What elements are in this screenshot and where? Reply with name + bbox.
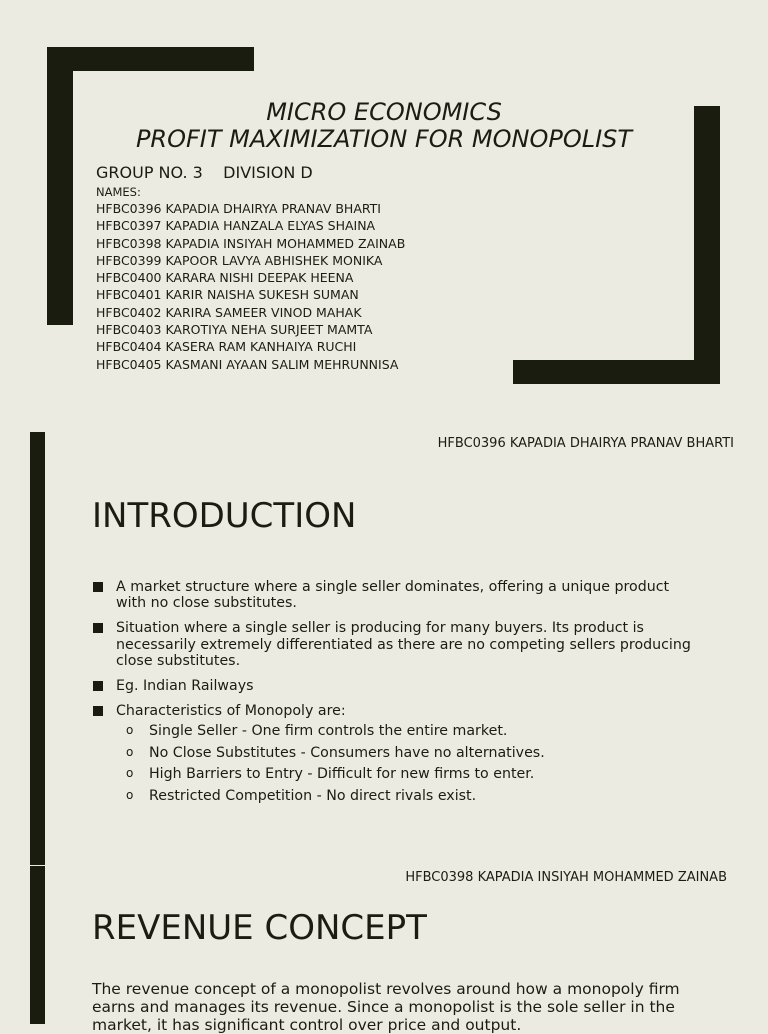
sub-bullet-text: Restricted Competition - No direct rivals exist.	[149, 787, 477, 804]
circle-bullet-icon: o	[126, 787, 134, 802]
member-name: HFBC0405 KASMANI AYAAN SALIM MEHRUNNISA	[96, 356, 399, 372]
member-name: HFBC0401 KARIR NAISHA SUKESH SUMAN	[96, 287, 359, 303]
sub-bullet-text: Single Seller - One firm controls the entire market.	[149, 723, 508, 740]
member-name: HFBC0400 KARARA NISHI DEEPAK HEENA	[96, 270, 354, 286]
circle-bullet-icon: o	[126, 744, 134, 759]
member-name: HFBC0403 KAROTIYA NEHA SURJEET MAMTA	[96, 322, 373, 338]
member-name: HFBC0404 KASERA RAM KANHAIYA RUCHI	[96, 339, 357, 355]
left-accent-bar	[30, 866, 45, 1024]
bullet-item	[92, 703, 692, 804]
square-bullet-icon	[93, 706, 103, 716]
bullet-item	[92, 579, 692, 611]
presenter-name: HFBC0398 KAPADIA INSIYAH MOHAMMED ZAINAB	[405, 870, 727, 885]
slide-heading: INTRODUCTION	[92, 496, 357, 536]
left-accent-bar	[30, 432, 45, 865]
frame-top-left-vertical	[47, 47, 73, 325]
slide-heading: REVENUE CONCEPT	[92, 908, 427, 948]
member-name: HFBC0399 KAPOOR LAVYA ABHISHEK MONIKA	[96, 252, 383, 268]
square-bullet-icon	[93, 623, 103, 633]
sub-bullet-text: High Barriers to Entry - Difficult for new firms to enter.	[149, 766, 535, 783]
body-paragraph: The revenue concept of a monopolist revolves around how a monopoly firm earns and manages its revenue. Since a monopolist is the sole seller in the market, it has significant control over price and output.	[92, 980, 680, 1034]
sub-bullet-item	[116, 745, 692, 761]
sub-bullet-text: No Close Substitutes - Consumers have no alternatives.	[149, 744, 545, 761]
circle-bullet-icon: o	[126, 766, 134, 781]
bullet-text: A market structure where a single seller dominates, offering a unique product with no close substitutes.	[116, 579, 670, 612]
introduction-slide	[0, 432, 768, 865]
sub-bullet-item	[116, 723, 692, 739]
frame-top-left-horizontal	[47, 47, 254, 71]
title-line-2: PROFIT MAXIMIZATION FOR MONOPOLIST	[135, 125, 633, 153]
title-line-1: MICRO ECONOMICS	[266, 98, 502, 126]
names-label: NAMES:	[96, 185, 141, 199]
frame-bottom-right-horizontal	[513, 360, 720, 384]
presenter-name: HFBC0396 KAPADIA DHAIRYA PRANAV BHARTI	[437, 436, 734, 451]
bullet-text: Situation where a single seller is producing for many buyers. Its product is necessarily extremely differentiated as there are no competing sellers producing close substitutes.	[116, 620, 691, 669]
bullet-text: Characteristics of Monopoly are:	[116, 703, 346, 720]
member-name: HFBC0396 KAPADIA DHAIRYA PRANAV BHARTI	[96, 201, 381, 216]
sub-bullet-item	[116, 788, 692, 804]
member-name: HFBC0397 KAPADIA HANZALA ELYAS SHAINA	[96, 218, 376, 234]
circle-bullet-icon: o	[126, 723, 134, 738]
revenue-concept-slide	[0, 866, 768, 1034]
member-name: HFBC0402 KARIRA SAMEER VINOD MAHAK	[96, 304, 362, 320]
member-name: HFBC0398 KAPADIA INSIYAH MOHAMMED ZAINAB	[96, 235, 406, 251]
bullet-text: Eg. Indian Railways	[116, 678, 254, 695]
title-slide	[0, 0, 768, 432]
square-bullet-icon	[93, 582, 103, 592]
sub-bullet-list	[116, 723, 692, 803]
bullet-list	[92, 579, 692, 813]
bullet-item	[92, 620, 692, 669]
group-division: GROUP NO. 3 DIVISION D	[96, 163, 313, 182]
bullet-item	[92, 678, 692, 694]
member-names-list	[96, 200, 405, 373]
sub-bullet-item	[116, 766, 692, 782]
square-bullet-icon	[93, 681, 103, 691]
